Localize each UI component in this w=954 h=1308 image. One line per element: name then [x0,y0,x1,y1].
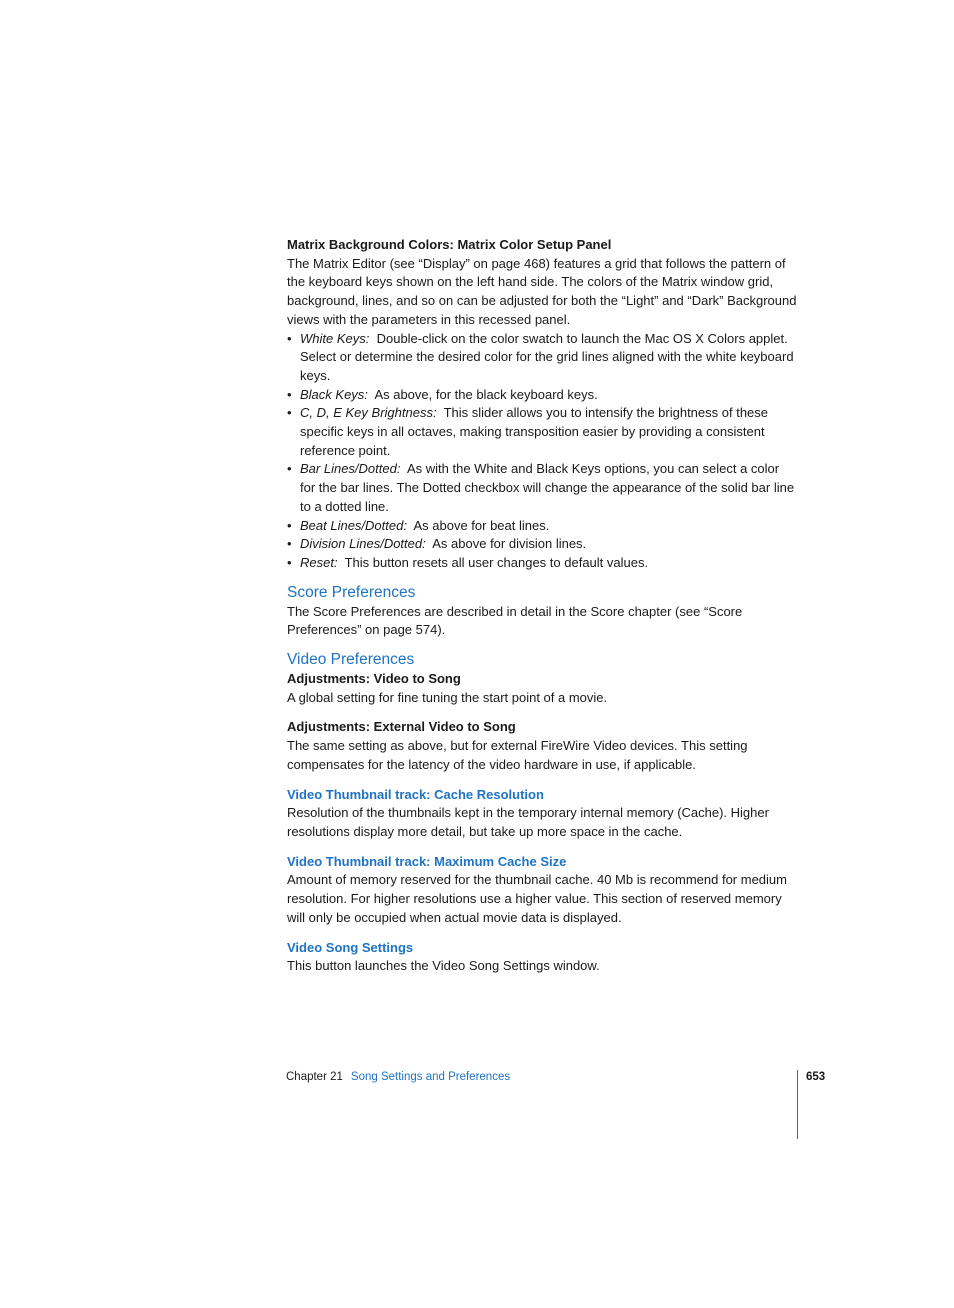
description: This slider allows you to intensify the brightness of these specific keys in all octaves, making transposition easier by providing a consistent reference point. [300,405,769,458]
adjustments-video-to-song-heading: Adjustments: Video to Song [287,671,461,687]
description: This button resets all user changes to default values. [344,554,649,570]
term: Division Lines/Dotted: [300,536,426,552]
list-item: • Black Keys: As above, for the black keyboard keys. [287,386,598,402]
page-number: 653 [806,1071,826,1083]
term: C, D, E Key Brightness: [300,405,437,421]
term: Beat Lines/Dotted: [300,517,407,533]
cache-resolution-text: Resolution of the thumbnails kept in the temporary internal memory (Cache). Higher resolutions display more detail, but take up more space in the cache. [287,805,769,839]
list-item: • Reset: This button resets all user changes to default values. [287,554,649,570]
matrix-heading: Matrix Background Colors: Matrix Color Setup Panel [287,237,612,252]
cache-resolution-heading: Video Thumbnail track: Cache Resolution [287,786,544,802]
term: White Keys: [300,330,370,346]
matrix-options-list [287,330,797,573]
page-content [287,236,797,976]
list-item: • C, D, E Key Brightness: This slider allows you to intensify the brightness of these specific keys in all octaves, making transposition easier by providing a consistent reference point. [287,405,769,458]
list-item: • Division Lines/Dotted: As above for division lines. [287,536,587,552]
video-preferences-heading: Video Preferences [287,651,415,669]
maximum-cache-size-heading: Video Thumbnail track: Maximum Cache Size [287,853,567,869]
chapter-title: Song Settings and Preferences [350,1071,511,1083]
list-item: • Beat Lines/Dotted: As above for beat lines. [287,517,550,533]
footer-chapter [286,1069,510,1085]
description: Double-click on the color swatch to launch the Mac OS X Colors applet. Select or determine the desired color for the grid lines aligned with the white keyboard keys. [300,330,794,383]
description: As above, for the black keyboard keys. [374,386,598,402]
adjustments-video-to-song-text: A global setting for fine tuning the start point of a movie. [287,689,608,705]
video-song-settings-text: This button launches the Video Song Settings window. [287,958,600,974]
adjustments-external-video-text: The same setting as above, but for external FireWire Video devices. This setting compensates for the latency of the video hardware in use, if applicable. [287,738,748,772]
chapter-label: Chapter 21 [286,1071,343,1083]
description: As with the White and Black Keys options, you can select a color for the bar lines. The Dotted checkbox will change the appearance of the solid bar line to a dotted line. [300,461,795,514]
score-preferences-text: The Score Preferences are described in detail in the Score chapter (see “Score Preferences” on page 574). [287,603,743,638]
adjustments-external-video-heading: Adjustments: External Video to Song [287,719,516,735]
term: Reset: [300,554,338,570]
list-item: • Bar Lines/Dotted: As with the White and Black Keys options, you can select a color for the bar lines. The Dotted checkbox will change the appearance of the solid bar line to a dotted line. [287,461,795,514]
description: As above for beat lines. [413,517,550,533]
matrix-intro: The Matrix Editor (see “Display” on page 468) features a grid that follows the pattern of the keyboard keys shown on the left hand side. The colors of the Matrix window grid, background, lines, and so on can be adjusted for both the “Light” and “Dark” Background views with the parameters in this recessed panel. [287,255,797,327]
term: Bar Lines/Dotted: [300,461,401,477]
description: As above for division lines. [432,536,587,552]
term: Black Keys: [300,386,368,402]
list-item: • White Keys: Double-click on the color swatch to launch the Mac OS X Colors applet. Select or determine the desired color for the grid lines aligned with the white keyboard keys. [287,330,794,383]
video-song-settings-heading: Video Song Settings [287,939,414,955]
score-preferences-heading: Score Preferences [287,583,416,601]
maximum-cache-size-text: Amount of memory reserved for the thumbnail cache. 40 Mb is recommend for medium resolution. For higher resolutions use a higher value. This section of reserved memory will only be occupied when actual movie data is displayed. [287,872,787,925]
footer-divider [797,1070,798,1139]
